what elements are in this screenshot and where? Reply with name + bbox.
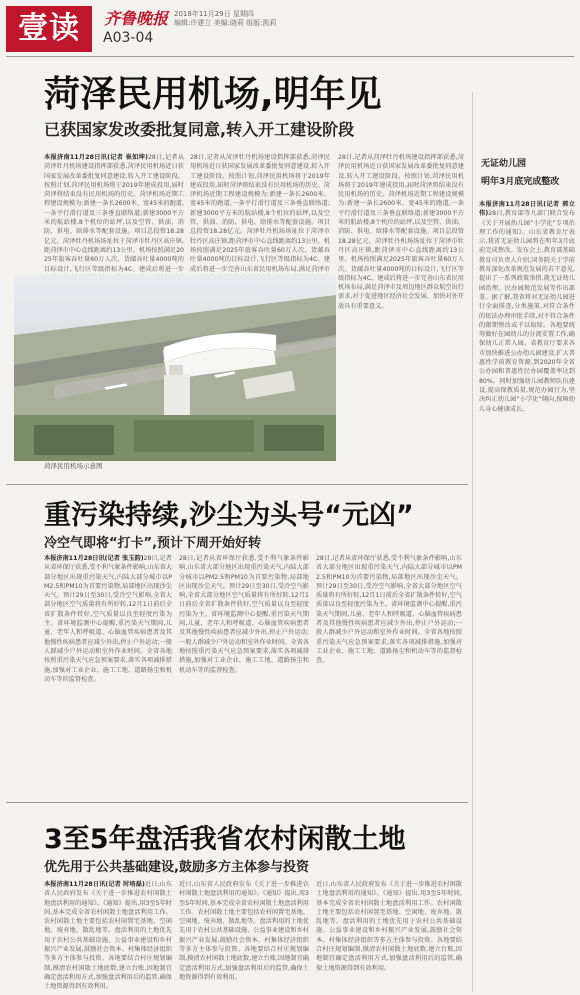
story3-subhead: 优先用于公共基础建设,鼓励多方主体参与投资 [44,860,309,875]
sidebar-title-line-1: 无证幼儿园 [481,159,527,169]
story2-body: 28日,记者从省环保厅获悉,受不利气象条件影响,山东省大部分地区出现重污染天气,内陆大部分城市以PM2.5和PM10为首要污染物,局部地区出现沙尘天气。预计29日至30日,受冷空气影响,全省大部分地区空气质量将有所好转,12月1日前后全省扩散条件转好,空气质量以良至轻度污染为主。省环境监测中心提醒,重污染天气期间,儿童、老年人和呼吸道、心脑血管疾病患者及其他慢性疾病患者应减少外出,停止户外运动;一般人群减少户外运动和室外作业时间。全省各地按照重污染天气应急预案要求,落实各项减排措施,加强对工业企业、施工工地、道路扬尘和机动车等的监督检查。 [44,555,172,683]
story1-body-cont-2: 28日,记者从菏泽牡丹机场建设指挥部获悉,菏泽民用机场近日获国家发展改革委批复同意建设,转入开工建设阶段。按照计划,菏泽民用机场将于2019年建成投用,届时菏泽将结束没有民用机场的历史。菏泽机场近期工程建设规模为:新建一条长2600米、宽45米的跑道,一条平行滑行道及三条垂直联络道;新建3000平方米的航站楼,8个机位的站坪,以及空管、供油、消防、供电、给排水等配套设施。项目总投资18.28亿元。菏泽牡丹机场场址位于菏泽市牡丹区高庄镇,距菏泽市中心直线距离约13公里。机场按照满足2025年旅客吞吐量60万人次、货邮吞吐量4000吨的目标设计,飞行区等级指标为4C。建成后将进一步完善山东省民用机场布局,满足菏泽市及周边地区群众航空出行需求,对于促进地区经济社会发展、加快对外开放具有重要意义。 [338,154,464,310]
sidebar-title-line-2: 明年3月底完成整改 [481,177,560,187]
story2-body-cont: 28日,记者从省环保厅获悉,受不利气象条件影响,山东省大部分地区出现重污染天气,内陆大部分城市以PM2.5和PM10为首要污染物,局部地区出现沙尘天气。预计29日至30日,受冷空气影响,全省大部分地区空气质量将有所好转,12月1日前后全省扩散条件转好,空气质量以良至轻度污染为主。省环境监测中心提醒,重污染天气期间,儿童、老年人和呼吸道、心脑血管疾病患者及其他慢性疾病患者应减少外出,停止户外运动;一般人群减少户外运动和室外作业时间。全省各地按照重污染天气应急预案要求,落实各项减排措施,加强对工业企业、施工工地、道路扬尘和机动车等的监督检查。 [179,555,309,674]
sidebar-body [479,200,575,990]
story2-divider [6,802,468,803]
airport-rendering-image [14,275,336,461]
story2-body-cont-2: 28日,记者从省环保厅获悉,受不利气象条件影响,山东省大部分地区出现重污染天气,内陆大部分城市以PM2.5和PM10为首要污染物,局部地区出现沙尘天气。预计29日至30日,受冷空气影响,全省大部分地区空气质量将有所好转,12月1日前后全省扩散条件转好,空气质量以良至轻度污染为主。省环境监测中心提醒,重污染天气期间,儿童、老年人和呼吸道、心脑血管疾病患者及其他慢性疾病患者应减少外出,停止户外运动;一般人群减少户外运动和室外作业时间。全省各地按照重污染天气应急预案要求,落实各项减排措施,加强对工业企业、施工工地、道路扬尘和机动车等的监督检查。 [316,555,462,665]
story3-column-1 [44,880,172,992]
photo-caption: 菏泽民用机场示意图 [44,462,103,470]
newspaper-logo: 齐鲁晚报 [104,9,169,28]
story3-headline: 3至5年盘活我省农村闲散土地 [44,824,406,855]
sidebar-story [472,92,577,992]
story1-divider [6,484,468,485]
story2-column-1 [44,554,172,794]
story3-lead: 本报济南11月28日讯(记者 时培磊) [44,881,145,888]
story3-body-cont: 近日,山东省人民政府发布《关于进一步推进农村闲散土地盘活利用的通知》。《通知》提出,用3至5年时间,基本完成全省农村闲散土地盘活利用工作。农村闲散土地主要包括农村闲置宅基地、空闲地、废弃地、散乱地等。盘活利用的土地优先用于农村公共基础设施、公益事业建设和乡村振兴产业发展,鼓励社会资本、村集体经济组织等多方主体参与投资。各地要结合村庄规划编制,摸清农村闲散土地底数,建立台账,因地制宜确定盘活利用方式,加强盘活利用后的监管,确保土地资源得到有效利用。 [179,881,309,981]
story1-headline: 菏泽民用机场,明年见 [44,74,382,115]
story3-body-cont-2: 近日,山东省人民政府发布《关于进一步推进农村闲散土地盘活利用的通知》。《通知》提出,用3至5年时间,基本完成全省农村闲散土地盘活利用工作。农村闲散土地主要包括农村闲置宅基地、空闲地、废弃地、散乱地等。盘活利用的土地优先用于农村公共基础设施、公益事业建设和乡村振兴产业发展,鼓励社会资本、村集体经济组织等多方主体参与投资。各地要结合村庄规划编制,摸清农村闲散土地底数,建立台账,因地制宜确定盘活利用方式,加强盘活利用后的监管,确保土地资源得到有效利用。 [316,881,462,972]
story1-lead: 本报济南11月28日讯(记者 崔如坤) [44,154,148,161]
story2-column-2 [179,554,309,794]
masthead-divider [6,56,574,57]
date-line: 2018年11月29日 星期四 [174,10,254,18]
story2-subhead: 冷空气即将“打卡”,预计下周开始好转 [44,536,262,551]
sidebar-body-text: 28日,教育部等九部门联合发布《关于开展幼儿园“小学化”专项治理工作的通知》。山东省教育厅表示,我省无证幼儿园将在明年3月底前完成整改。发布会上,教育部基础教育司负责人介绍,国务院关于学前教育深化改革规范发展的若干意见,提出了一系列政策举措,就无证幼儿园治理、民办园规范发展等作出部署。据了解,我省将对无证幼儿园进行全面排查,分类施策,对符合条件的依法办理审批手续,对不符合条件的限期整改或予以取缔。各地要统筹做好在园幼儿的分流安置工作,确保幼儿正常入园。省教育厅要求各市加快推进公办幼儿园建设,扩大普惠性学前教育资源,到2020年全省公办园和普惠性民办园覆盖率达到80%。同时加强幼儿园教师队伍建设,提高保教质量,规范办园行为,坚决纠正幼儿园“小学化”倾向,保障幼儿身心健康成长。 [479,210,576,413]
story1-body: 28日,记者从菏泽牡丹机场建设指挥部获悉,菏泽民用机场近日获国家发展改革委批复同意建设,转入开工建设阶段。按照计划,菏泽民用机场将于2019年建成投用,届时菏泽将结束没有民用机场的历史。菏泽机场近期工程建设规模为:新建一条长2600米、宽45米的跑道,一条平行滑行道及三条垂直联络道;新建3000平方米的航站楼,8个机位的站坪,以及空管、供油、消防、供电、给排水等配套设施。项目总投资18.28亿元。菏泽牡丹机场场址位于菏泽市牡丹区高庄镇,距菏泽市中心直线距离约13公里。机场按照满足2025年旅客吞吐量60万人次、货邮吞吐量4000吨的目标设计,飞行区等级指标为4C。建成后将进一步 [44,154,185,273]
story2-lead: 本报济南11月28日讯(记者 张玉韵) [44,555,144,562]
story1-body-cont: 28日,记者从菏泽牡丹机场建设指挥部获悉,菏泽民用机场近日获国家发展改革委批复同意建设,转入开工建设阶段。按照计划,菏泽民用机场将于2019年建成投用,届时菏泽将结束没有民用机场的历史。菏泽机场近期工程建设规模为:新建一条长2600米、宽45米的跑道,一条平行滑行道及三条垂直联络道;新建3000平方米的航站楼,8个机位的站坪,以及空管、供油、消防、供电、给排水等配套设施。项目总投资18.28亿元。菏泽牡丹机场场址位于菏泽市牡丹区高庄镇,距菏泽市中心直线距离约13公里。机场按照满足2025年旅客吞吐量60万人次、货邮吞吐量4000吨的目标设计,飞行区等级指标为4C。建成后将进一步完善山东省民用机场布局,满足菏泽市 [190,154,330,273]
story2-column-3 [316,554,462,794]
section-badge: 壹读 [6,6,92,52]
story2-headline: 重污染持续,沙尘为头号“元凶” [44,500,414,531]
story3-body: 近日,山东省人民政府发布《关于进一步推进农村闲散土地盘活利用的通知》。《通知》提出,用3至5年时间,基本完成全省农村闲散土地盘活利用工作。农村闲散土地主要包括农村闲置宅基地、空闲地、废弃地、散乱地等。盘活利用的土地优先用于农村公共基础设施、公益事业建设和乡村振兴产业发展,鼓励社会资本、村集体经济组织等多方主体参与投资。各地要结合村庄规划编制,摸清农村闲散土地底数,建立台账,因地制宜确定盘活利用方式,加强盘活利用后的监管,确保土地资源得到有效利用。 [44,881,173,991]
story1-column-1 [44,153,184,273]
page-number: A03-04 [103,30,154,46]
story1-subhead: 已获国家发改委批复同意,转入开工建设阶段 [44,120,355,139]
story1-column-3 [338,153,464,478]
story3-column-2 [179,880,309,992]
story1-column-2 [190,153,330,273]
story3-column-3 [316,880,462,992]
sidebar-lead: 本报济南11月28日讯(记者 郭立伟) [479,201,575,218]
editor-line: 编辑:许建立 美编:晓莉 组版:凯莉 [174,19,277,27]
